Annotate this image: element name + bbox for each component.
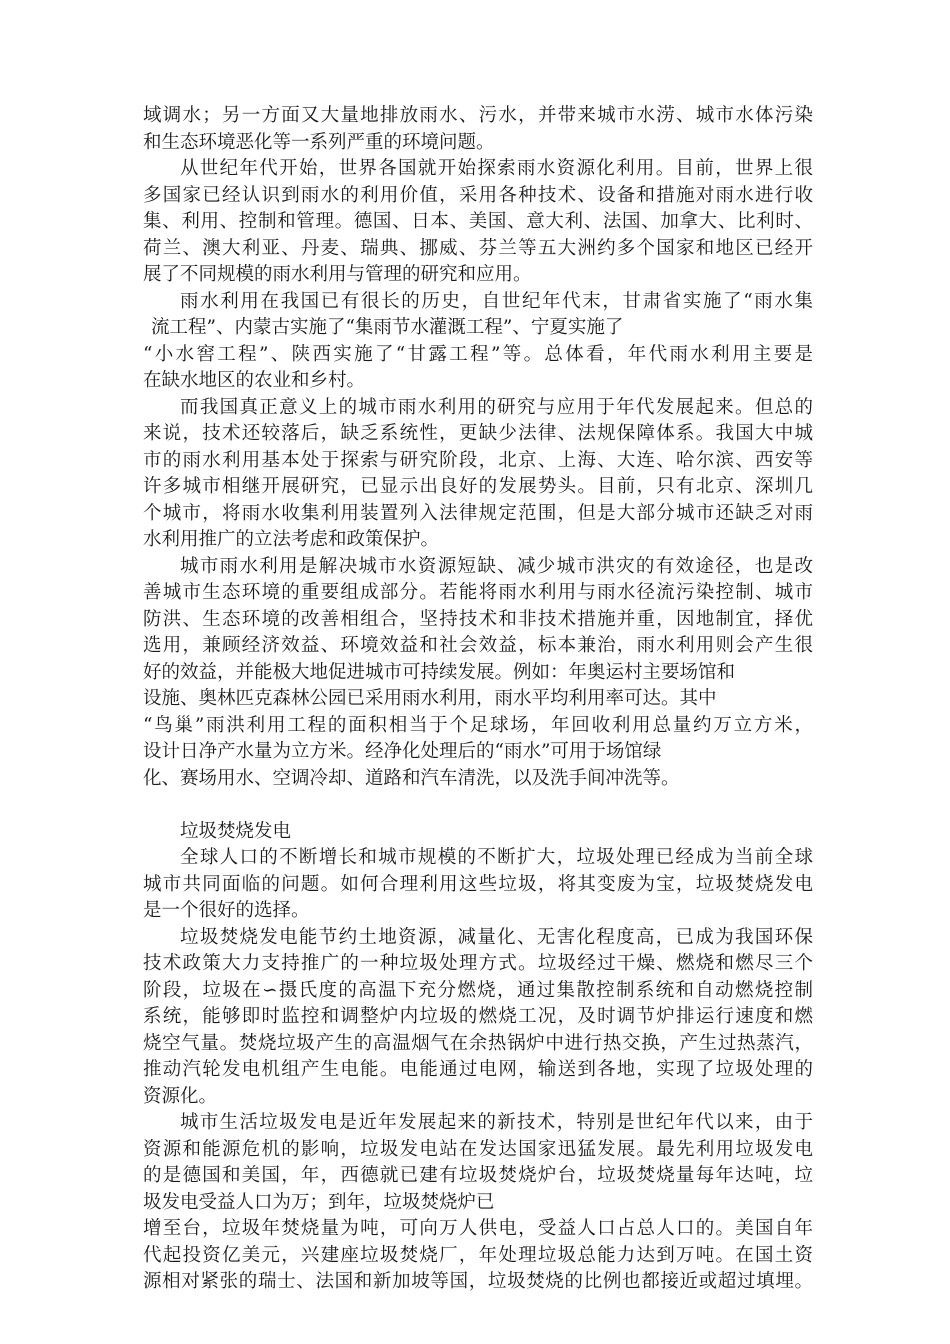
paragraph-waste-intro [143,845,813,925]
text-line: 阶段，垃圾在∽摄氏度的高温下充分燃烧，通过集散控制系统和自动燃烧控制 [143,979,813,1001]
document-body [143,103,813,1296]
text-line: 资源和能源危机的影响，垃圾发电站在发达国家迅猛发展。最先利用垃圾发电 [143,1138,813,1160]
text-line: 水利用推广的立法考虑和政策保护。 [143,529,440,550]
text-line: 而我国真正意义上的城市雨水利用的研究与应用于年代发展起来。但总的 [180,396,813,418]
paragraph-urban-benefits [143,554,813,793]
text-line: 代起投资亿美元，兴建座垃圾焚烧厂，年处理垃圾总能力达到万吨。在国土资 [143,1244,813,1266]
paragraph-rainwater-intro [143,103,813,156]
text-line: 许多城市相继开展研究，已显示出良好的发展势头。目前，只有北京、深圳几 [143,476,813,497]
text-line: 选用，兼顾经济效益、环境效益和社会效益，标本兼治，雨水利用则会产生很 [143,635,813,656]
blank-line [143,792,813,819]
text-line: 城市共同面临的问题。如何合理利用这些垃圾，将其变废为宝，垃圾焚烧发电 [143,873,813,895]
text-line: 市的雨水利用基本处于探索与研究阶段，北京、上海、大连、哈尔滨、西安等 [143,449,813,471]
paragraph-world-rainwater [143,156,813,289]
text-line: 设计日净产水量为立方米。经净化处理后的“雨水”可用于场馆绿 [143,741,662,762]
text-line: 是一个很好的选择。 [143,900,310,921]
text-line: 雨水利用在我国已有很长的历史，自世纪年代末，甘肃省实施了“雨水集 [180,290,813,312]
paragraph-china-history [143,289,813,395]
text-line: 烧空气量。焚烧垃圾产生的高温烟气在余热锅炉中进行热交换，产生过热蒸汽， [143,1032,813,1054]
text-line: “小水窖工程”、陕西实施了“甘露工程”等。总体看，年代雨水利用主要是 [143,343,813,365]
text-line: 全球人口的不断增长和城市规模的不断扩大，垃圾处理已经成为当前全球 [180,847,813,868]
text-line: 多国家已经认识到雨水的利用价值，采用各种技术、设备和措施对雨水进行收 [143,184,813,206]
text-line: 好的效益，并能极大地促进城市可持续发展。例如：年奥运村主要场馆和 [143,661,736,683]
text-line: 圾发电受益人口为万；到年，垃圾焚烧炉已 [143,1191,495,1213]
text-line: 化、赛场用水、空调冷却、道路和汽车清洗，以及洗手间冲洗等。 [143,767,680,789]
text-line: “鸟巢”雨洪利用工程的面积相当于个足球场，年回收利用总量约万立方米， [143,714,813,736]
text-line: 和生态环境恶化等一系列严重的环境问题。 [143,131,495,153]
text-line: 集、利用、控制和管理。德国、日本、美国、意大利、法国、加拿大、比利时、 [143,211,813,232]
text-line: 善城市生态环境的重要组成部分。若能将雨水利用与雨水径流污染控制、城市 [143,582,813,603]
text-line: 在缺水地区的农业和乡村。 [143,370,366,391]
text-line: 设施、奥林匹克森林公园已采用雨水利用，雨水平均利用率可达。其中 [143,688,717,709]
text-line: 流工程”、内蒙古实施了“集雨节水灌溉工程”、宁夏实施了 [151,317,624,338]
text-line: 城市生活垃圾发电是近年发展起来的新技术，特别是世纪年代以来，由于 [180,1112,813,1133]
text-line: 防洪、生态环境的改善相组合，坚持技术和非技术措施并重，因地制宜，择优 [143,608,813,630]
text-line: 从世纪年代开始，世界各国就开始探索雨水资源化利用。目前，世界上很 [180,158,813,179]
text-line: 城市雨水利用是解决城市水资源短缺、减少城市洪灾的有效途径，也是改 [180,555,813,577]
text-line: 域调水；另一方面又大量地排放雨水、污水，并带来城市水涝、城市水体污染 [143,105,813,126]
paragraph-urban-research [143,395,813,554]
text-line: 垃圾焚烧发电能节约土地资源，减量化、无害化程度高，已成为我国环保 [180,926,813,948]
paragraph-waste-history [143,1110,813,1296]
text-line: 资源化。 [143,1085,218,1107]
text-line: 个城市，将雨水收集利用装置列入法律规定范围，但是大部分城市还缺乏对雨 [143,502,813,524]
text-line: 展了不同规模的雨水利用与管理的研究和应用。 [143,264,532,285]
text-line: 源相对紧张的瑞士、法国和新加坡等国，垃圾焚烧的比例也都接近或超过填埋。 [143,1271,813,1292]
text-line: 荷兰、澳大利亚、丹麦、瑞典、挪威、芬兰等五大洲约多个国家和地区已经开 [143,237,813,259]
paragraph-waste-process [143,925,813,1111]
text-line: 增至台，垃圾年焚烧量为吨，可向万人供电，受益人口占总人口的。美国自年 [143,1218,813,1239]
text-line: 推动汽轮发电机组产生电能。电能通过电网，输送到各地，实现了垃圾处理的 [143,1059,813,1080]
text-line: 系统，能够即时监控和调整炉内垃圾的燃烧工况，及时调节炉排运行速度和燃 [143,1006,813,1027]
text-line: 技术政策大力支持推广的一种垃圾处理方式。垃圾经过干燥、燃烧和燃尽三个 [143,953,813,974]
text-line: 来说，技术还较落后，缺乏系统性，更缺少法律、法规保障体系。我国大中城 [143,423,813,444]
text-line: 的是德国和美国，年，西德就已建有垃圾焚烧炉台，垃圾焚烧量每年达吨，垃 [143,1165,813,1186]
section-heading: 垃圾焚烧发电 [180,820,292,842]
